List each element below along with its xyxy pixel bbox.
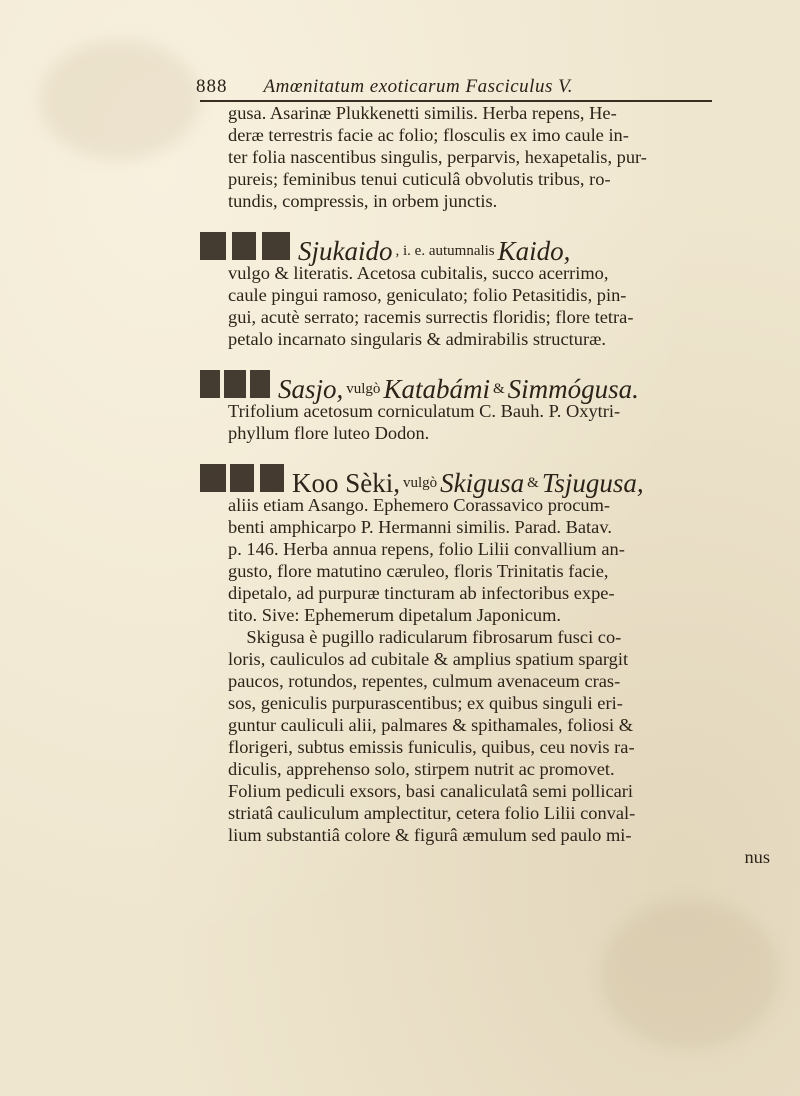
text-line: tito. Sive: Ephemerum dipetalum Japonicum. xyxy=(228,605,562,625)
text-line: caule pingui ramoso, geniculato; folio Petasitidis, pin- xyxy=(228,285,627,305)
kanji-characters xyxy=(200,460,286,494)
text-line: sos, geniculis purpurascentibus; ex quibus singuli eri- xyxy=(228,693,623,713)
text-line: guntur cauliculi alii, palmares & spithamales, foliosi & xyxy=(228,715,634,735)
entry-description xyxy=(228,400,776,444)
text-line: Trifolium acetosum corniculatum C. Bauh. P. Oxytri- xyxy=(228,401,621,421)
entry-alt-name: Kaido, xyxy=(497,236,571,266)
text-line: Folium pediculi exsors, basi canaliculatâ semi pollicari xyxy=(228,781,633,801)
entry-name: Sjukaido xyxy=(298,236,393,266)
text-line: paucos, rotundos, repentes, culmum avenaceum cras- xyxy=(228,671,621,691)
entry-alt-name: Katabámi xyxy=(383,374,490,404)
text-line: ter folia nascentibus singulis, perparvis, hexapetalis, pur- xyxy=(228,147,647,167)
text-line: diculis, apprehenso solo, stirpem nutrit ac promovet. xyxy=(228,759,615,779)
text-line: aliis etiam Asango. Ephemero Corassavico procum- xyxy=(228,495,611,515)
kanji-characters xyxy=(200,228,292,262)
running-head xyxy=(196,76,716,98)
entry-connector: , i. e. autumnalis xyxy=(395,243,495,259)
text-line: gusto, flore matutino cæruleo, floris Trinitatis facie, xyxy=(228,561,609,581)
entry-amp: & xyxy=(527,475,539,491)
entry-heading-sjukaido xyxy=(228,218,776,266)
kanji-characters xyxy=(200,366,272,400)
entry-name: Sasjo, xyxy=(278,374,344,404)
page-number: 888 xyxy=(196,76,228,97)
entry-alt-name: Skigusa xyxy=(440,468,525,498)
entry-description xyxy=(228,494,776,868)
text-line: florigeri, subtus emissis funiculis, quibus, ceu novis ra- xyxy=(228,737,635,757)
text-line: striatâ cauliculum amplectitur, cetera folio Lilii conval- xyxy=(228,803,636,823)
entry-connector: vulgò xyxy=(403,475,438,491)
text-line: dipetalo, ad purpuræ tincturam ab infectoribus expe- xyxy=(228,583,615,603)
entry-heading-sasjo xyxy=(228,356,776,404)
text-line: lium substantiâ colore & figurâ æmulum sed paulo mi- xyxy=(228,825,632,845)
text-line: phyllum flore luteo Dodon. xyxy=(228,423,430,443)
text-line: benti amphicarpo P. Hermanni similis. Parad. Batav. xyxy=(228,517,612,537)
entry-connector: vulgò xyxy=(346,381,381,397)
running-title: Amœnitatum exoticarum Fasciculus V. xyxy=(263,76,574,97)
text-line: gusa. Asarinæ Plukkenetti similis. Herba repens, He- xyxy=(228,103,617,123)
paragraph-continuation xyxy=(228,102,776,212)
text-line: loris, cauliculos ad cubitale & amplius spatium spargit xyxy=(228,649,629,669)
text-line: vulgo & literatis. Acetosa cubitalis, succo acerrimo, xyxy=(228,263,609,283)
body-text xyxy=(228,102,776,868)
entry-alt-name-2: Simmógusa. xyxy=(507,374,639,404)
text-line: deræ terrestris facie ac folio; flosculis ex imo caule in- xyxy=(228,125,629,145)
text-line: gui, acutè serrato; racemis surrectis floridis; flore tetra- xyxy=(228,307,634,327)
text-line: pureis; feminibus tenui cuticulâ obvolutis tribus, ro- xyxy=(228,169,611,189)
text-line: p. 146. Herba annua repens, folio Lilii convallium an- xyxy=(228,539,625,559)
paper-stain xyxy=(600,900,780,1050)
entry-amp: & xyxy=(492,381,505,397)
paper-stain xyxy=(40,40,200,160)
entry-alt-name-2: Tsjugusa, xyxy=(541,468,644,498)
text-line: petalo incarnato singularis & admirabilis structuræ. xyxy=(228,329,606,349)
text-line: tundis, compressis, in orbem junctis. xyxy=(228,191,498,211)
entry-heading-koo-seki xyxy=(228,450,776,498)
entry-name: Koo Sèki, xyxy=(292,468,400,498)
catchword: nus xyxy=(744,847,770,867)
entry-description xyxy=(228,262,776,350)
text-line: Skigusa è pugillo radicularum fibrosarum fusci co- xyxy=(228,627,622,647)
